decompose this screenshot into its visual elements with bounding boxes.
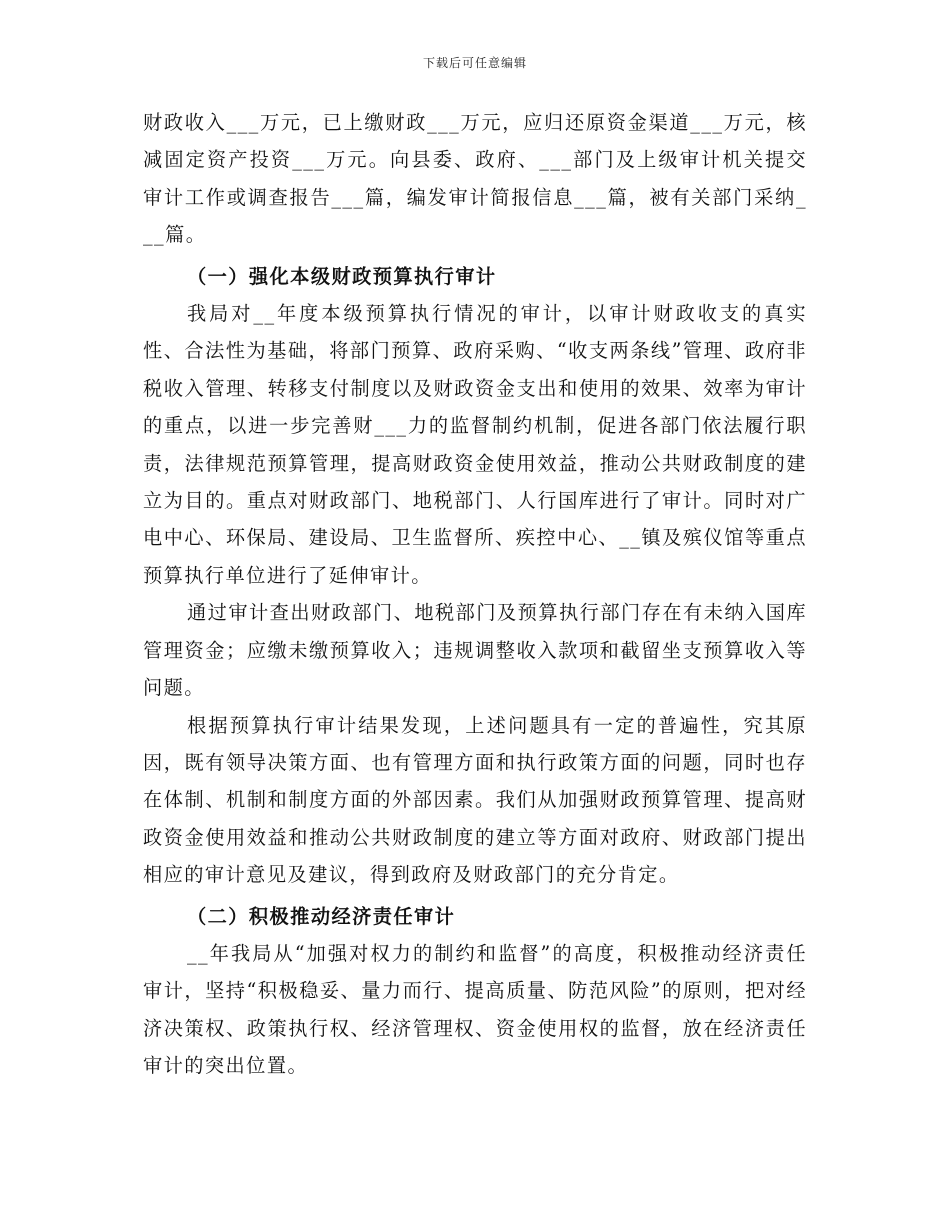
document-body [143,104,807,1085]
paragraph-audit-findings: 通过审计查出财政部门、地税部门及预算执行部门存在有未纳入国库管理资金；应缴未缴预算收入；违规调整收入款项和截留坐支预算收入等问题。 [143,601,807,700]
section-heading-economic-responsibility: （二）积极推动经济责任审计 [187,904,456,928]
page-header-note: 下载后可任意编辑 [422,56,527,70]
paragraph-audit-results: 财政收入___万元，已上缴财政___万元，应归还原资金渠道___万元，核减固定资产投资___万元。向县委、政府、___部门及上级审计机关提交审计工作或调查报告___篇，编发审计简报信息___篇，被有关部门采纳___篇。 [143,111,807,247]
paragraph-budget-execution: 我局对__年度本级预算执行情况的审计，以审计财政收支的真实性、合法性为基础，将部门预算、政府采购、“收支两条线”管理、政府非税收入管理、转移支付制度以及财政资金支出和使用的效果、效率为审计的重点，以进一步完善财___力的监督制约机制，促进各部门依法履行职责，法律规范预算管理，提高财政资金使用效益，推动公共财政制度的建立为目的。重点对财政部门、地税部门、人行国库进行了审计。同时对广电中心、环保局、建设局、卫生监督所、疾控中心、__镇及殡仪馆等重点预算执行单位进行了延伸审计。 [143,302,807,587]
paragraph-analysis: 根据预算执行审计结果发现，上述问题具有一定的普遍性，究其原因，既有领导决策方面、也有管理方面和执行政策方面的问题，同时也存在体制、机制和制度方面的外部因素。我们从加强财政预算管理、提高财政资金使用效益和推动公共财政制度的建立等方面对政府、财政部门提出相应的审计意见及建议，得到政府及财政部门的充分肯定。 [143,713,807,887]
section-heading-budget-audit: （一）强化本级财政预算执行审计 [187,264,497,288]
paragraph-economic-responsibility: __年我局从“加强对权力的制约和监督”的高度，积极推动经济责任审计，坚持“积极稳妥、量力而行、提高质量、防范风险”的原则，把对经济决策权、政策执行权、经济管理权、资金使用权的监督，放在经济责任审计的突出位置。 [143,941,807,1078]
